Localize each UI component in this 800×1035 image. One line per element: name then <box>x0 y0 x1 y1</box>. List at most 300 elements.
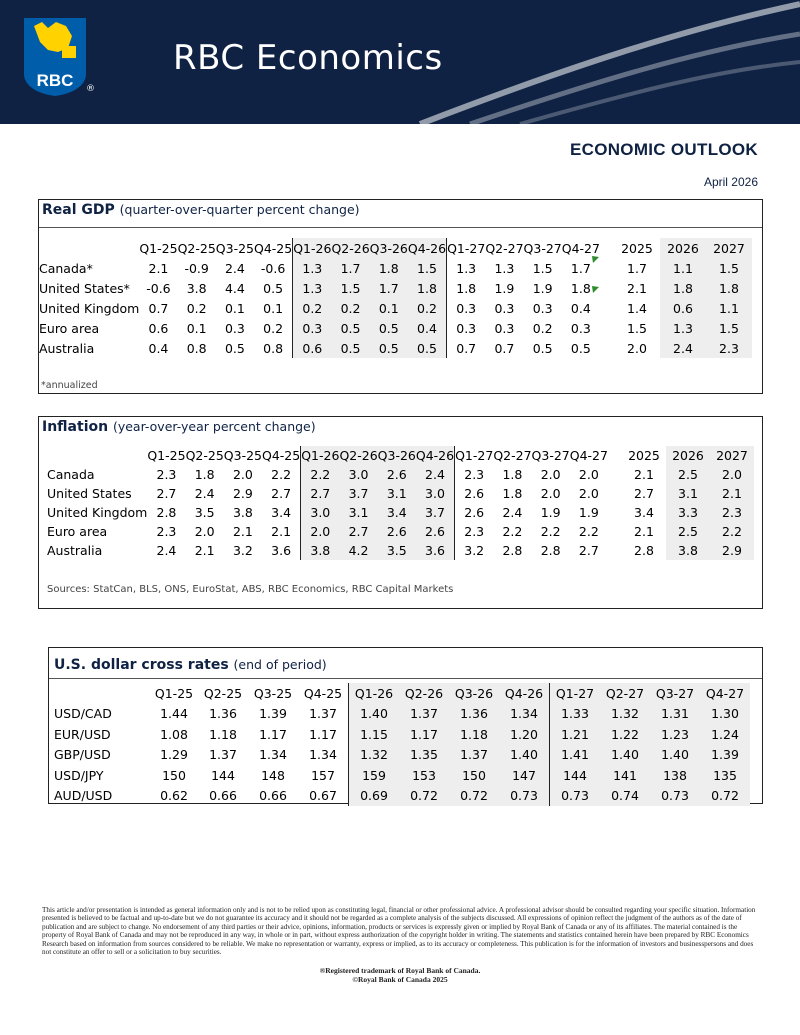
table-cell: 4.2 <box>339 541 377 560</box>
table-cell: 144 <box>550 765 601 786</box>
inflation-panel <box>38 416 763 609</box>
column-header: Q3-26 <box>449 683 499 704</box>
table-cell: 2.7 <box>271 486 292 501</box>
table-cell: 0.2 <box>263 320 284 336</box>
table-cell: 1.8 <box>706 278 752 298</box>
table-cell: 3.8 <box>666 541 710 560</box>
table-cell: 2.1 <box>194 543 215 558</box>
table-cell: 2.2 <box>502 524 523 539</box>
table-cell: 157 <box>311 767 335 783</box>
table-cell: 3.1 <box>339 503 377 522</box>
table-cell: 1.36 <box>449 704 499 725</box>
column-header: Q3-27 <box>523 240 562 256</box>
table-cell: 0.3 <box>532 300 553 316</box>
table-cell: 1.7 <box>627 260 647 276</box>
table-cell: 1.23 <box>650 724 700 745</box>
table-cell: 0.5 <box>331 318 369 338</box>
table-cell: 0.8 <box>186 340 207 356</box>
row-label: Australia <box>47 543 103 558</box>
disclaimer-text: This article and/or presentation is intended as general information only and is not to be relied upon as constituting legal, financial or other professional advice. A professional advisor should be consulted regarding your specific situation. Information presented is believed to be factual and up-to-date but we do not guarantee its accuracy and it should not be regarded as a complete analysis of the subjects discussed. All expressions of opinion reflect the judgment of the authors as of the date of publication and are subject to change. No endorsement of any third parties or their advice, opinions, information, products or services is expressly given or implied by Royal Bank of Canada or any of its affiliates. The material contained is the property of Royal Bank of Canada and may not be reproduced in any way, in whole or in part, without express authorization of the copyright holder in writing. The statements and statistics contained herein have been prepared by RBC Economics Research based on information from sources considered to be reliable. We make no representation or warranty, express or implied, as to its accuracy or completeness. This publication is for the information of investors and businesspersons and does not constitute an offer to sell or a solicitation to buy securities. <box>42 906 756 957</box>
table-cell: 3.3 <box>666 503 710 522</box>
table-cell: 2.4 <box>416 465 455 484</box>
table-cell: 0.66 <box>209 788 237 804</box>
column-gap <box>600 238 614 258</box>
table-cell: 1.17 <box>399 724 449 745</box>
table-cell: 2.5 <box>666 522 710 541</box>
column-gap <box>600 298 614 318</box>
table-cell: 2.8 <box>502 543 523 558</box>
inflation-subtitle: (year-over-year percent change) <box>112 419 316 434</box>
table-cell: 1.40 <box>650 745 700 766</box>
table-cell: 0.5 <box>263 280 284 296</box>
table-cell: 1.4 <box>627 300 647 316</box>
table-cell: 1.5 <box>331 278 369 298</box>
column-header: 2027 <box>710 446 754 465</box>
table-cell: 1.9 <box>532 280 553 296</box>
table-cell: 0.5 <box>570 340 591 356</box>
column-header: 2027 <box>706 238 752 258</box>
table-cell: 2.9 <box>710 541 754 560</box>
column-header: Q4-27 <box>561 240 600 256</box>
table-cell: 1.17 <box>309 726 337 742</box>
table-cell: 2.6 <box>416 522 455 541</box>
table-cell: 2.1 <box>627 280 647 296</box>
table-cell: 3.7 <box>416 503 455 522</box>
inflation-sources: Sources: StatCan, BLS, ONS, EuroStat, ABS, RBC Economics, RBC Capital Markets <box>47 584 454 595</box>
inflation-title-text: Inflation <box>42 419 109 435</box>
table-cell: 0.5 <box>224 340 245 356</box>
table-row <box>39 318 752 338</box>
column-header: Q2-25 <box>177 240 216 256</box>
table-cell: 1.3 <box>293 278 332 298</box>
table-row <box>54 724 750 745</box>
table-cell: -0.9 <box>184 260 209 276</box>
header-row <box>54 683 750 704</box>
table-cell: 2.3 <box>710 503 754 522</box>
header-row <box>47 446 754 465</box>
table-cell: 1.34 <box>309 747 337 763</box>
table-cell: 3.0 <box>301 503 340 522</box>
table-cell: 2.3 <box>455 465 494 484</box>
column-header: Q1-25 <box>147 448 186 463</box>
table-cell: 1.8 <box>194 467 215 482</box>
table-cell: 0.3 <box>494 300 515 316</box>
row-label: United States* <box>39 280 130 296</box>
table-cell: 0.62 <box>160 788 188 804</box>
table-cell: 0.1 <box>186 320 207 336</box>
table-cell: 2.2 <box>710 522 754 541</box>
table-cell: 0.5 <box>370 318 408 338</box>
table-cell: 3.0 <box>339 465 377 484</box>
table-cell: 3.5 <box>194 505 215 520</box>
table-cell: 2.0 <box>301 522 340 541</box>
table-cell: 0.6 <box>660 298 706 318</box>
table-cell: 0.73 <box>550 786 601 807</box>
column-header: Q1-27 <box>447 238 486 258</box>
table-cell: 2.7 <box>156 486 177 501</box>
column-header: Q4-26 <box>415 448 455 463</box>
table-cell: 1.5 <box>706 318 752 338</box>
table-cell: 1.35 <box>399 745 449 766</box>
table-cell: 0.4 <box>148 340 169 356</box>
column-header: Q1-27 <box>455 448 494 463</box>
column-header: Q2-27 <box>600 683 650 704</box>
header-banner <box>0 0 800 124</box>
table-cell: 2.0 <box>194 524 215 539</box>
table-cell: 0.72 <box>700 786 750 807</box>
table-cell: 1.8 <box>502 467 523 482</box>
table-cell: 1.22 <box>600 724 650 745</box>
header-row <box>39 238 752 258</box>
table-cell: 2.1 <box>634 524 654 539</box>
table-cell: 2.2 <box>540 524 561 539</box>
fx-title <box>54 657 327 673</box>
table-cell: 1.8 <box>447 278 486 298</box>
table-row <box>47 503 754 522</box>
table-cell: 141 <box>600 765 650 786</box>
table-cell: 0.8 <box>263 340 284 356</box>
table-cell: 0.72 <box>399 786 449 807</box>
table-cell: 0.7 <box>494 340 515 356</box>
table-cell: 1.37 <box>399 704 449 725</box>
table-cell: 1.21 <box>550 724 601 745</box>
gdp-title-rule <box>39 227 762 228</box>
column-header: 2026 <box>660 238 706 258</box>
table-cell: 3.0 <box>416 484 455 503</box>
table-cell: 1.1 <box>706 298 752 318</box>
row-label: AUD/USD <box>54 788 113 804</box>
table-cell: 138 <box>650 765 700 786</box>
report-title: ECONOMIC OUTLOOK <box>569 140 758 159</box>
table-cell: 2.7 <box>301 484 340 503</box>
table-cell: 2.7 <box>634 486 654 501</box>
table-cell: 2.6 <box>455 484 494 503</box>
column-gap <box>608 522 622 541</box>
table-cell: 2.0 <box>578 467 599 482</box>
column-header: Q3-25 <box>215 240 254 256</box>
table-cell: 2.1 <box>148 260 169 276</box>
table-cell: 1.7 <box>570 260 591 276</box>
table-cell: 1.5 <box>532 260 553 276</box>
table-cell: 0.2 <box>532 320 553 336</box>
table-cell: 2.4 <box>660 338 706 358</box>
row-label-header <box>47 446 147 465</box>
table-cell: -0.6 <box>260 260 286 276</box>
table-cell: 2.5 <box>666 465 710 484</box>
table-cell: 150 <box>162 767 186 783</box>
logo-text: RBC <box>36 71 74 90</box>
row-label: Euro area <box>47 524 108 539</box>
table-cell: 0.1 <box>224 300 245 316</box>
table-cell: 2.7 <box>339 522 377 541</box>
registered-mark: ® <box>86 84 95 94</box>
table-cell: 0.3 <box>494 320 515 336</box>
table-cell: 0.5 <box>408 338 447 358</box>
table-cell: 2.3 <box>156 467 177 482</box>
table-cell: 0.4 <box>570 300 591 316</box>
table-cell: 3.1 <box>378 484 416 503</box>
column-header: Q2-27 <box>485 240 524 256</box>
table-cell: 1.5 <box>706 258 752 278</box>
table-cell: 1.9 <box>578 505 599 520</box>
table-row <box>47 522 754 541</box>
copyright-note: ©Royal Bank of Canada 2025 <box>352 975 448 984</box>
table-cell: 1.18 <box>449 724 499 745</box>
table-cell: 2.4 <box>224 260 245 276</box>
inflation-table <box>47 446 754 560</box>
column-header: Q4-25 <box>262 448 301 463</box>
table-row <box>39 278 752 298</box>
gdp-panel <box>38 199 763 394</box>
table-cell: 2.4 <box>156 543 177 558</box>
table-cell: 1.3 <box>447 258 486 278</box>
table-cell: 0.3 <box>447 298 486 318</box>
table-cell: 1.17 <box>259 726 287 742</box>
table-cell: 1.7 <box>331 258 369 278</box>
column-gap <box>600 318 614 338</box>
table-row <box>54 745 750 766</box>
column-header: Q4-25 <box>303 685 343 701</box>
row-label: EUR/USD <box>54 726 111 742</box>
table-cell: 1.36 <box>209 706 237 722</box>
table-cell: 1.44 <box>160 706 188 722</box>
table-cell: 1.8 <box>370 258 408 278</box>
gdp-title-text: Real GDP <box>42 202 115 218</box>
report-date: April 2026 <box>703 175 758 189</box>
column-header: Q3-26 <box>370 238 408 258</box>
column-gap <box>608 446 622 465</box>
table-cell: 0.66 <box>259 788 287 804</box>
column-header: Q3-25 <box>253 685 293 701</box>
table-cell: 0.2 <box>331 298 369 318</box>
table-cell: 0.3 <box>224 320 245 336</box>
column-gap <box>600 278 614 298</box>
table-cell: 0.6 <box>293 338 332 358</box>
table-cell: 2.8 <box>634 543 654 558</box>
row-label: USD/JPY <box>54 767 104 783</box>
column-header: 2025 <box>621 240 653 256</box>
column-header: Q3-27 <box>531 448 570 463</box>
column-header: Q1-25 <box>154 685 194 701</box>
row-label: Australia <box>39 340 95 356</box>
table-cell: 1.31 <box>650 704 700 725</box>
table-cell: 1.8 <box>660 278 706 298</box>
table-cell: 1.40 <box>349 704 400 725</box>
table-cell: 2.3 <box>455 522 494 541</box>
column-header: Q1-26 <box>349 683 400 704</box>
column-header: Q1-27 <box>550 683 601 704</box>
table-cell: 0.67 <box>309 788 337 804</box>
table-cell: 0.4 <box>408 318 447 338</box>
table-cell: 0.69 <box>349 786 400 807</box>
table-cell: 2.0 <box>232 467 253 482</box>
table-cell: 0.7 <box>447 338 486 358</box>
table-cell: 1.5 <box>627 320 647 336</box>
table-cell: 3.4 <box>378 503 416 522</box>
table-cell: 1.37 <box>449 745 499 766</box>
table-cell: 0.1 <box>370 298 408 318</box>
table-cell: 0.5 <box>331 338 369 358</box>
table-cell: 2.0 <box>540 486 561 501</box>
table-cell: 135 <box>700 765 750 786</box>
table-cell: 2.2 <box>271 467 292 482</box>
table-cell: 0.3 <box>570 320 591 336</box>
table-cell: 1.08 <box>160 726 188 742</box>
table-cell: 2.3 <box>156 524 177 539</box>
table-cell: 3.4 <box>634 505 654 520</box>
table-cell: 2.3 <box>706 338 752 358</box>
row-label: Canada <box>47 467 95 482</box>
table-cell: 1.8 <box>570 280 591 296</box>
table-cell: 0.73 <box>499 786 550 807</box>
column-header: Q4-27 <box>700 683 750 704</box>
column-header: Q2-26 <box>399 683 449 704</box>
column-header: Q2-27 <box>493 448 532 463</box>
table-cell: 1.9 <box>540 505 561 520</box>
table-cell: 3.4 <box>271 505 292 520</box>
table-cell: 3.2 <box>232 543 253 558</box>
table-cell: 150 <box>449 765 499 786</box>
table-cell: 1.34 <box>259 747 287 763</box>
table-cell: 1.24 <box>700 724 750 745</box>
table-cell: 1.39 <box>259 706 287 722</box>
column-header: Q2-26 <box>339 448 378 463</box>
column-gap <box>608 484 622 503</box>
column-header: Q1-26 <box>301 448 340 463</box>
table-cell: 2.1 <box>232 524 253 539</box>
gdp-note: *annualized <box>41 380 98 391</box>
column-gap <box>608 541 622 560</box>
row-label: United Kingdom <box>39 300 140 316</box>
row-label-header <box>54 683 150 704</box>
table-cell: 1.1 <box>660 258 706 278</box>
column-header: Q2-26 <box>331 238 369 258</box>
table-cell: 0.7 <box>148 300 169 316</box>
table-cell: 3.6 <box>416 541 455 560</box>
row-label: United States <box>47 486 132 501</box>
table-cell: 0.73 <box>650 786 700 807</box>
table-cell: 2.0 <box>540 467 561 482</box>
table-cell: 144 <box>211 767 235 783</box>
table-cell: 1.3 <box>293 258 332 278</box>
table-cell: 3.8 <box>301 541 340 560</box>
table-cell: 2.8 <box>540 543 561 558</box>
table-cell: 1.32 <box>349 745 400 766</box>
gdp-table <box>39 238 752 358</box>
table-cell: 1.40 <box>600 745 650 766</box>
column-header: Q2-25 <box>203 685 243 701</box>
column-gap <box>608 465 622 484</box>
table-cell: 0.6 <box>148 320 169 336</box>
table-row <box>39 298 752 318</box>
inflation-title <box>42 419 316 435</box>
row-label: United Kingdom <box>47 505 148 520</box>
table-cell: 2.9 <box>232 486 253 501</box>
table-cell: 1.3 <box>660 318 706 338</box>
table-cell: 3.7 <box>339 484 377 503</box>
table-row <box>54 704 750 725</box>
table-cell: 2.2 <box>301 465 340 484</box>
table-cell: 2.7 <box>578 543 599 558</box>
table-cell: 2.6 <box>455 503 494 522</box>
table-cell: 3.8 <box>186 280 207 296</box>
table-cell: 2.1 <box>271 524 292 539</box>
column-header: Q4-27 <box>569 448 608 463</box>
table-cell: 147 <box>499 765 550 786</box>
table-row <box>47 484 754 503</box>
table-cell: 3.5 <box>378 541 416 560</box>
column-gap <box>600 258 614 278</box>
table-row <box>39 258 752 278</box>
column-header: Q4-26 <box>408 238 447 258</box>
table-cell: 3.8 <box>232 505 253 520</box>
table-cell: -0.6 <box>146 280 171 296</box>
rbc-logo <box>22 16 88 98</box>
table-cell: 1.8 <box>408 278 447 298</box>
column-gap <box>600 338 614 358</box>
fx-title-text: U.S. dollar cross rates <box>54 657 229 673</box>
table-cell: 0.3 <box>447 318 486 338</box>
column-header: Q4-26 <box>499 683 550 704</box>
table-cell: 1.39 <box>700 745 750 766</box>
fx-table <box>54 683 750 806</box>
table-row <box>54 786 750 807</box>
trademark-note: ®Registered trademark of Royal Bank of Canada. <box>319 966 481 975</box>
table-cell: 0.2 <box>293 298 332 318</box>
brand-title: RBC Economics <box>173 38 443 78</box>
table-cell: 2.1 <box>710 484 754 503</box>
table-cell: 159 <box>349 765 400 786</box>
table-cell: 1.41 <box>550 745 601 766</box>
table-cell: 1.30 <box>700 704 750 725</box>
row-label: Canada* <box>39 260 93 276</box>
column-header: Q3-26 <box>377 448 416 463</box>
table-cell: 2.4 <box>194 486 215 501</box>
table-cell: 0.5 <box>370 338 408 358</box>
table-cell: 0.2 <box>186 300 207 316</box>
gdp-subtitle: (quarter-over-quarter percent change) <box>119 202 360 217</box>
table-cell: 1.15 <box>349 724 400 745</box>
fx-title-rule <box>49 678 762 679</box>
table-row <box>47 541 754 560</box>
table-cell: 1.9 <box>494 280 515 296</box>
table-cell: 1.7 <box>370 278 408 298</box>
table-cell: 1.37 <box>209 747 237 763</box>
table-cell: 153 <box>399 765 449 786</box>
column-header: Q2-25 <box>185 448 224 463</box>
gdp-title <box>42 202 360 218</box>
fx-panel <box>48 647 763 804</box>
table-cell: 4.4 <box>224 280 245 296</box>
table-cell: 0.3 <box>293 318 332 338</box>
table-cell: 1.29 <box>160 747 188 763</box>
table-cell: 2.2 <box>578 524 599 539</box>
table-cell: 1.32 <box>600 704 650 725</box>
column-header: Q3-27 <box>650 683 700 704</box>
table-cell: 2.0 <box>710 465 754 484</box>
table-cell: 2.6 <box>378 465 416 484</box>
table-cell: 2.0 <box>627 340 647 356</box>
fx-subtitle: (end of period) <box>233 657 327 672</box>
table-cell: 1.40 <box>499 745 550 766</box>
table-cell: 2.8 <box>156 505 177 520</box>
column-header: 2026 <box>666 446 710 465</box>
table-cell: 148 <box>261 767 285 783</box>
column-header: Q1-25 <box>139 240 178 256</box>
table-cell: 0.72 <box>449 786 499 807</box>
flag-markers <box>591 255 601 295</box>
table-cell: 3.6 <box>271 543 292 558</box>
